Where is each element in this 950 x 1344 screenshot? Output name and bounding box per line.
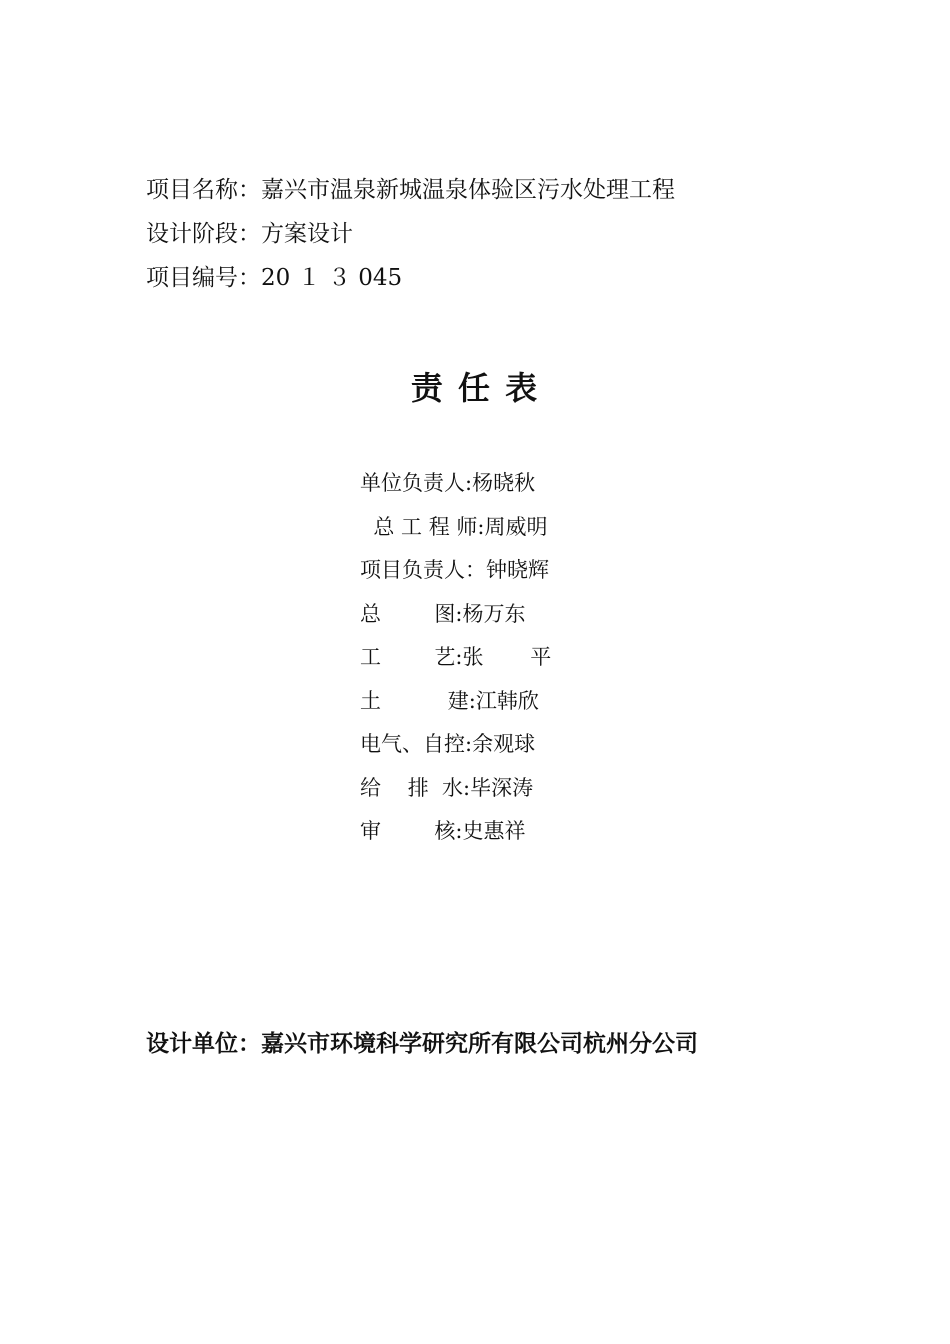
staff-electrical: 电气、自控:余观球 <box>360 732 536 756</box>
design-stage: 设计阶段：方案设计 <box>146 221 353 247</box>
project-info <box>146 168 675 300</box>
staff-civil: 土 建:江韩欣 <box>360 688 539 713</box>
staff-unit-head: 单位负责人:杨晓秋 <box>360 471 536 495</box>
project-number: 项目编号：20 １ ３ 045 <box>146 265 403 291</box>
staff-process: 工 艺:张 平 <box>360 645 552 669</box>
responsibility-list <box>360 462 551 854</box>
staff-review: 审 核:史惠祥 <box>360 819 526 843</box>
design-unit: 设计单位：嘉兴市环境科学研究所有限公司杭州分公司 <box>146 1030 698 1057</box>
page-title: 责 任 表 <box>410 369 540 407</box>
staff-general-layout: 总 图:杨万东 <box>360 601 526 626</box>
staff-chief-engineer: 总 工 程 师:周威明 <box>360 514 548 539</box>
staff-project-lead: 项目负责人：钟晓辉 <box>360 558 549 582</box>
project-name: 项目名称：嘉兴市温泉新城温泉体验区污水处理工程 <box>146 177 675 203</box>
staff-plumbing: 给 排 水:毕深涛 <box>360 775 534 800</box>
